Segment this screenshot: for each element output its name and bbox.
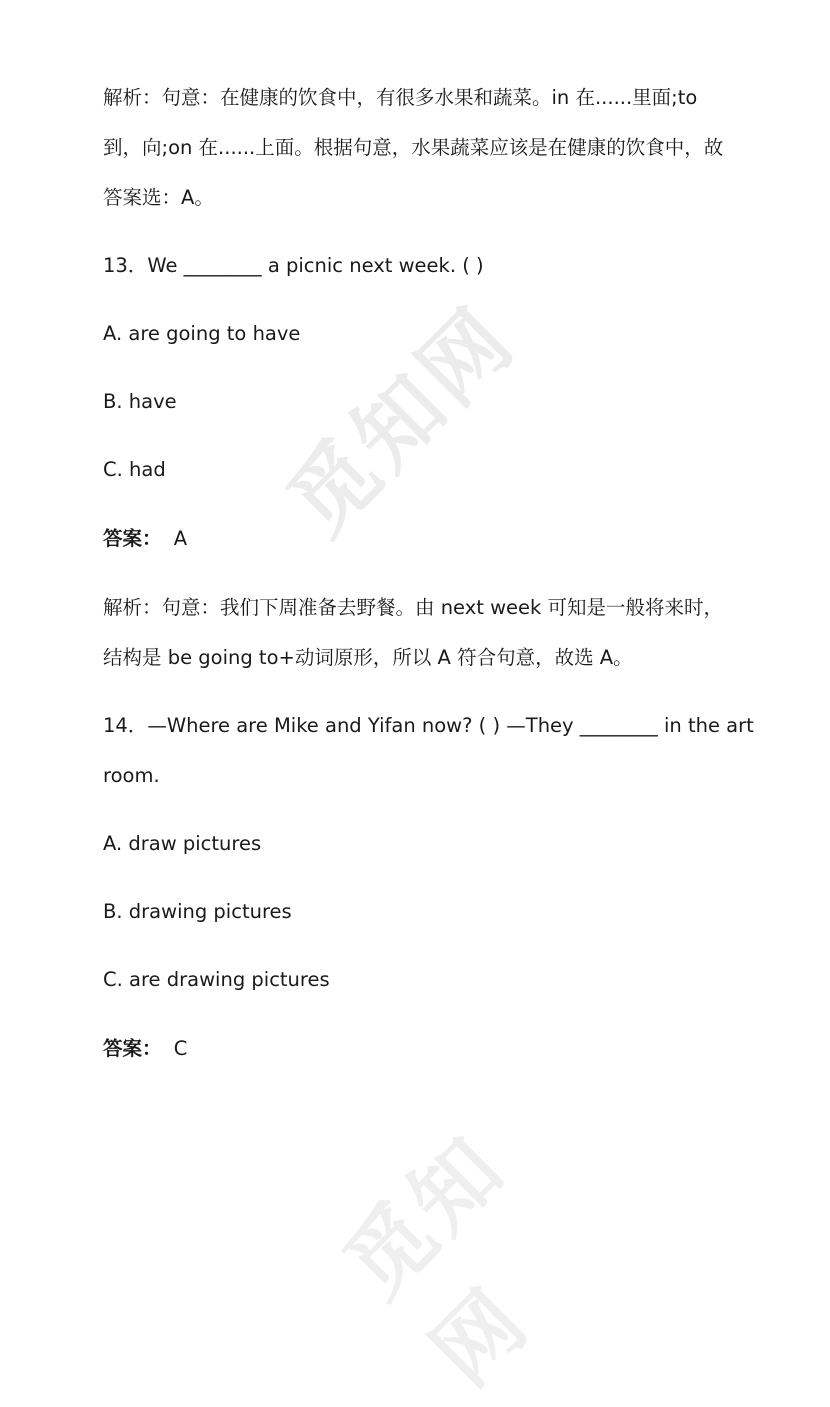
q12-analysis-line-1: 解析：句意：在健康的饮食中，有很多水果和蔬菜。in 在......里面;to <box>103 86 698 109</box>
q13-answer-value: A <box>173 527 188 550</box>
q12-analysis-line-2: 到，向;on 在......上面。根据句意，水果蔬菜应该是在健康的饮食中，故 <box>103 136 724 159</box>
watermark-bottom: 觅知网 <box>325 1116 550 1405</box>
q12-analysis-line-3: 答案选：A。 <box>103 186 214 209</box>
q14-option-c: C. are drawing pictures <box>103 968 330 991</box>
q14-question-line-2: room. <box>103 764 160 787</box>
q13-answer <box>103 526 743 552</box>
q13-question: 13．We ________ a picnic next week. ( ) <box>103 254 484 277</box>
watermark: 觅知网 <box>269 288 536 555</box>
q14-question-line-1: 14．—Where are Mike and Yifan now? ( ) —They ________ in the art <box>103 714 754 737</box>
q13-analysis-line-1: 解析：句意：我们下周准备去野餐。由 next week 可知是一般将来时， <box>103 596 724 619</box>
q13-option-c: C. had <box>103 458 166 481</box>
q14-answer-label: 答案： <box>103 1037 162 1060</box>
q13-option-b: B. have <box>103 390 177 413</box>
q14-answer-value: C <box>173 1037 188 1060</box>
q13-option-a: A. are going to have <box>103 322 301 345</box>
q13-answer-label: 答案： <box>103 527 162 550</box>
q14-option-b: B. drawing pictures <box>103 900 292 923</box>
q13-analysis-line-2: 结构是 be going to+动词原形，所以 A 符合句意，故选 A。 <box>103 646 633 669</box>
q14-option-a: A. draw pictures <box>103 832 262 855</box>
q14-answer <box>103 1036 743 1062</box>
